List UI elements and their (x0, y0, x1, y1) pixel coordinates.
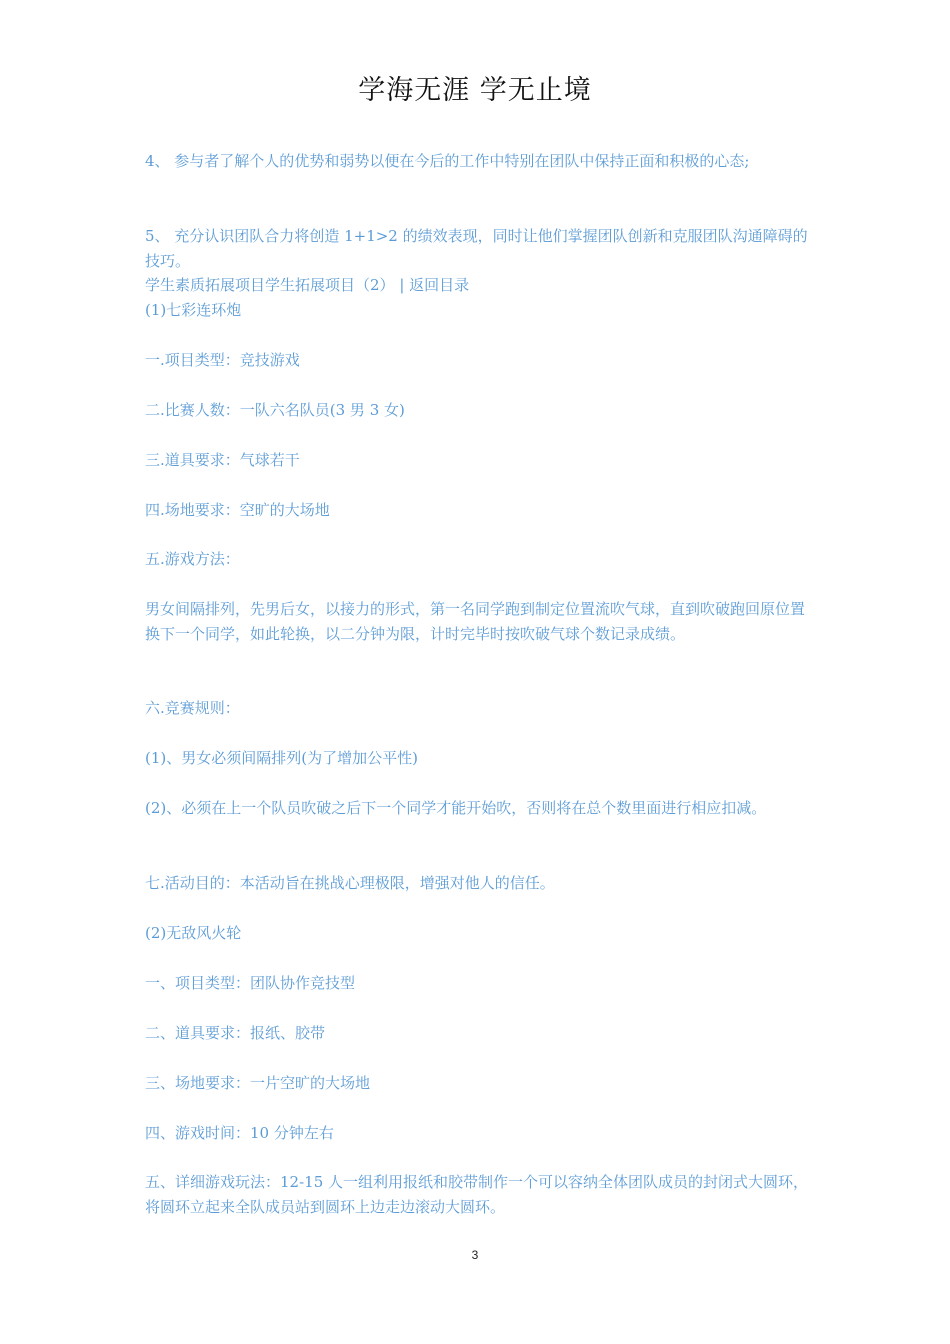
project-2-title: (2)无敌风火轮 (145, 924, 242, 942)
project-2-type: 一、项目类型：团队协作竞技型 (145, 974, 356, 992)
item-rules-heading: 六.竞赛规则： (145, 699, 240, 717)
back-to-contents-link[interactable]: | 返回目录 (399, 276, 470, 294)
item-purpose: 七.活动目的：本活动旨在挑战心理极限，增强对他人的信任。 (145, 874, 555, 892)
section-title: 学生素质拓展项目学生拓展项目（2） (145, 276, 395, 294)
project-2-rules: 五、详细游戏玩法：12-15 人一组利用报纸和胶带制作一个可以容纳全体团队成员的封闭式大圆环，将圆环立起来全队成员站到圆环上边走边滚动大圆环。 (145, 1173, 809, 1216)
item-props: 三.道具要求：气球若干 (145, 451, 300, 469)
item-method-heading: 五.游戏方法： (145, 550, 240, 568)
item-venue: 四.场地要求：空旷的大场地 (145, 501, 330, 519)
section-heading (145, 273, 810, 298)
item-type: 一.项目类型：竞技游戏 (145, 351, 300, 369)
page-header: 学海无涯 学无止境 (358, 75, 592, 106)
project-2-props: 二、道具要求：报纸、胶带 (145, 1024, 326, 1042)
page-number: 3 (471, 1248, 479, 1262)
project-1-title: (1)七彩连环炮 (145, 301, 242, 319)
item-players: 二.比赛人数：一队六名队员(3 男 3 女) (145, 401, 405, 419)
rule-1: (1)、男女必须间隔排列(为了增加公平性) (145, 749, 418, 767)
item-method-text: 男女间隔排列，先男后女，以接力的形式，第一名同学跑到制定位置流吹气球，直到吹破跑回原位置换下一个同学，如此轮换，以二分钟为限，计时完毕时按吹破气球个数记录成绩。 (145, 600, 806, 643)
paragraph-4: 4、 参与者了解个人的优势和弱势以便在今后的工作中特别在团队中保持正面和积极的心态; (145, 152, 750, 170)
paragraph-5: 5、 充分认识团队合力将创造 1+1>2 的绩效表现，同时让他们掌握团队创新和克服团队沟通障碍的技巧。 (145, 227, 808, 270)
rule-2: (2)、必须在上一个队员吹破之后下一个同学才能开始吹，否则将在总个数里面进行相应扣减。 (145, 799, 767, 817)
project-2-venue: 三、场地要求：一片空旷的大场地 (145, 1074, 371, 1092)
project-2-time: 四、游戏时间：10 分钟左右 (145, 1124, 334, 1142)
